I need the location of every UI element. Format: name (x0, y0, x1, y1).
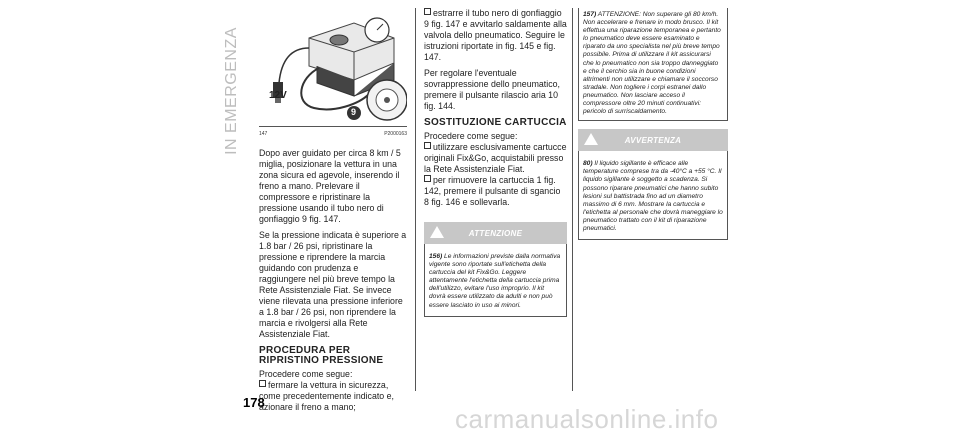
column-2 (424, 8, 567, 317)
bullet-text: estrarre il tubo nero di gonfiaggio 9 fig. 147 e avvitarlo saldamente alla valvola dello pneumatico. Seguire le istruzioni riportate in fig. 145 e fig. 147. (424, 8, 567, 62)
column-3 (578, 8, 728, 240)
warning-triangle-icon (430, 226, 444, 238)
notice-box (578, 151, 728, 240)
compressor-illustration (259, 8, 407, 126)
paragraph: Procedere come segue: (424, 131, 518, 141)
column-divider (572, 8, 573, 391)
notice-number: 80) (583, 160, 593, 168)
figure-compressor-kit (259, 8, 407, 127)
bullet-text: utilizzare esclusivamente cartucce originali Fix&Go, acquistabili presso la Rete Assistenziale Fiat. (424, 142, 567, 174)
bullet-item (424, 8, 567, 63)
warning-banner (424, 222, 567, 244)
bullet-item (424, 142, 567, 175)
section-side-title (214, 28, 250, 153)
note-text: ATTENZIONE: Non superare gli 80 km/h. Non accelerare e frenare in modo brusco. Il kit effettua una riparazione temporanea e pertanto lo pneumatico deve essere esaminato e riparato da uno specialista nel più breve tempo possibile. Prima di utilizzare il kit assicurarsi che lo pneumatico non sia troppo danneggiato e che il cerchio sia in buone condizioni altrimenti non utilizzare e chiamare il soccorso stradale. Non togliere i corpi estranei dallo pneumatico. Non lasciare acceso il compressore oltre 20 minuti continuativi: pericolo di surriscaldamento. (583, 11, 721, 116)
warning-triangle-icon (584, 133, 598, 145)
paragraph: Per regolare l'eventuale sovrappressione dello pneumatico, premere il pulsante rilascio aria 10 fig. 144. (424, 68, 560, 111)
page-number: 178 (243, 395, 265, 410)
bullet-item (424, 175, 567, 208)
bullet-item (259, 380, 407, 413)
checkbox-bullet-icon (424, 142, 431, 149)
section-side-title-text: IN EMERGENZA (223, 26, 240, 155)
figure-caption (259, 129, 407, 140)
bullet-text: per rimuovere la cartuccia 1 fig. 142, premere il pulsante di sgancio 8 fig. 146 e sollevarla. (424, 175, 561, 207)
warning-box (424, 244, 567, 317)
warning-box (578, 8, 728, 121)
watermark: carmanualsonline.info (455, 404, 719, 434)
section-heading: PROCEDURA PER RIPRISTINO PRESSIONE (259, 345, 384, 366)
warning-text: Le informazioni previste dalla normativa vigente sono riportate sull'etichetta della cartuccia del kit Fix&Go. Leggere attentamente l'etichetta della cartuccia prima dell'utilizzo, evitare l'uso improprio. Il kit dovrà essere utilizzato da adulti e non può essere lasciato in uso ai minori. (429, 253, 561, 309)
paragraph: Se la pressione indicata è superiore a 1.8 bar / 26 psi, ripristinare la pressione e riprendere la marcia guidando con prudenza e raggiungere nel più breve tempo la Rete Assistenziale Fiat. Se invece viene rilevata una pressione inferiore a 1.8 bar / 26 psi, non riprendere la marcia e rivolgersi alla Rete Assistenziale Fiat. (259, 230, 407, 339)
checkbox-bullet-icon (424, 8, 431, 15)
checkbox-bullet-icon (424, 175, 431, 182)
figure-label-voltage: 12V (269, 90, 287, 101)
notice-banner (578, 129, 728, 151)
checkbox-bullet-icon (259, 380, 266, 387)
figure-caption-number: 147 (259, 131, 268, 137)
figure-caption-code: P2000163 (384, 131, 407, 137)
column-divider (415, 8, 416, 391)
section-heading: SOSTITUZIONE CARTUCCIA (424, 117, 567, 128)
paragraph: Procedere come segue: (259, 369, 353, 379)
note-number: 157) (583, 11, 597, 18)
column-1 (259, 8, 407, 413)
notice-title: AVVERTENZA (624, 136, 682, 146)
bullet-text: fermare la vettura in sicurezza, come precedentemente indicato e, azionare il freno a mano; (259, 380, 394, 412)
warning-title: ATTENZIONE (468, 229, 523, 238)
notice-text: Il liquido sigillante è efficace alle temperature comprese tra da -40°C a +55 °C. Il liquido sigillante è soggetto a scadenza. Si possono riparare pneumatici che hanno subito lesioni sul battistrada fino ad un diametro massimo di 6 mm. Mostrare la cartuccia e l'etichetta al personale che dovrà maneggiare lo pneumatico trattato con il kit di riparazione pneumatici. (583, 160, 723, 232)
paragraph: Dopo aver guidato per circa 8 km / 5 miglia, posizionare la vettura in una zona sicura ed agevole, inserendo il freno a mano. Prelevare il compressore e ripristinare la pressione usando il tubo nero di gonfiaggio 9 fig. 147. (259, 148, 401, 224)
figure-label-number: 9 (351, 107, 357, 117)
warning-number: 156) (429, 253, 443, 260)
